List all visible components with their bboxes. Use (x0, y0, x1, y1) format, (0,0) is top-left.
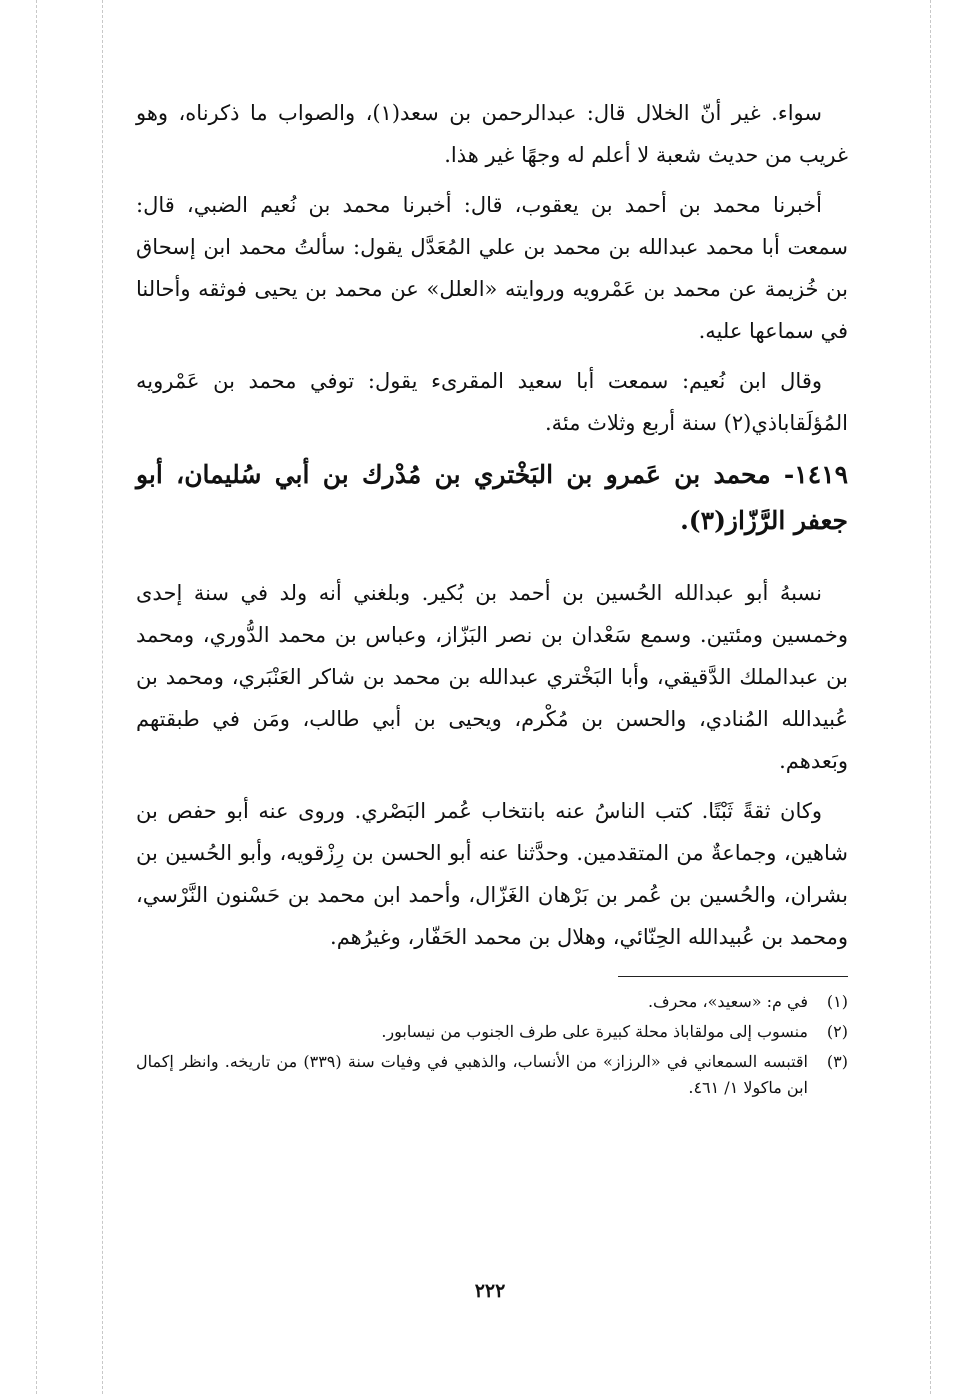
footnote-number: (١) (826, 992, 848, 1011)
footnote-number: (٢) (826, 1022, 848, 1041)
entry-heading: ١٤١٩- محمد بن عَمرو بن البَخْتري بن مُدْرك بن أبي سُليمان، أبو جعفر الرَّزّاز(٣). (136, 460, 848, 535)
footnote-divider (618, 976, 848, 977)
footnote-text: في م: «سعيد»، محرف. (647, 992, 808, 1011)
page-body (136, 92, 848, 1105)
paragraph-2: أخبرنا محمد بن أحمد بن يعقوب، قال: أخبرنا محمد بن نُعيم الضبي، قال: سمعت أبا محمد عبدالله بن محمد بن علي المُعَدَّل يقول: سألتُ محمد ابن إسحاق بن خُزيمة عن محمد بن عَمْرويه وروايته «العلل» عن محمد بن يحيى فوثقه وأحالنا في سماعها عليه. (136, 193, 848, 343)
paragraph-1: سواء. غير أنّ الخلال قال: عبدالرحمن بن سعد(١)، والصواب ما ذكرناه، وهو غريب من حديث شعبة لا أعلم له وجهًا غير هذا. (136, 101, 848, 167)
footnotes (136, 989, 848, 1101)
footnote-number: (٣) (826, 1052, 848, 1071)
entry-paragraph-2: وكان ثقةً ثَبْتًا. كتب الناسُ عنه بانتخاب عُمر البَصْري. وروى عنه أبو حفص بن شاهين، وجماعةٌ من المتقدمين. وحدَّثنا عنه أبو الحسن بن رِزْقويه، وأبو الحُسين بن بشران، والحُسين بن عُمر بن بَرْهان الغَزّال، وأحمد ابن محمد بن حَسْنون النَّرْسي، ومحمد بن عُبيدالله الحِنّائي، وهلال بن محمد الحَفّار، وغيرُهم. (136, 799, 848, 949)
scan-artifact-line (930, 0, 931, 1394)
scan-artifact-line (36, 0, 37, 1394)
paragraph-3: وقال ابن نُعيم: سمعت أبا سعيد المقرىء يقول: توفي محمد بن عَمْرويه المُؤلَقاباذي(٢) سنة أربع وثلاث مئة. (136, 369, 848, 435)
scan-artifact-line (102, 0, 103, 1394)
footnote-text: اقتبسه السمعاني في «الرزاز» من الأنساب، والذهبي في وفيات سنة (٣٣٩) من تاريخه. وانظر إكمال ابن ماكولا ١/ ٤٦١. (136, 1052, 808, 1097)
footnote-3 (136, 1049, 848, 1101)
entry-paragraph-1: نسبهُ أبو عبدالله الحُسين بن أحمد بن بُكير. وبلغني أنه ولد في سنة إحدى وخمسين ومئتين. وسمع سَعْدان بن نصر البَزّاز، وعباس بن محمد الدُّوري، ومحمد بن عبدالملك الدَّقيقي، وأبا البَخْتري عبدالله بن محمد بن شاكر العَنْبَري، ومحمد بن عُبيدالله المُنادي، والحسن بن مُكْرم، ويحيى بن أبي طالب، ومَن في طبقتهم وبَعدهم. (136, 581, 848, 773)
page-number: ٢٢٢ (474, 1280, 506, 1302)
footnote-2 (136, 1019, 848, 1045)
footnote-1 (136, 989, 848, 1015)
footnote-text: منسوب إلى مولقاباذ محلة كبيرة على طرف الجنوب من نيسابور. (381, 1022, 808, 1041)
